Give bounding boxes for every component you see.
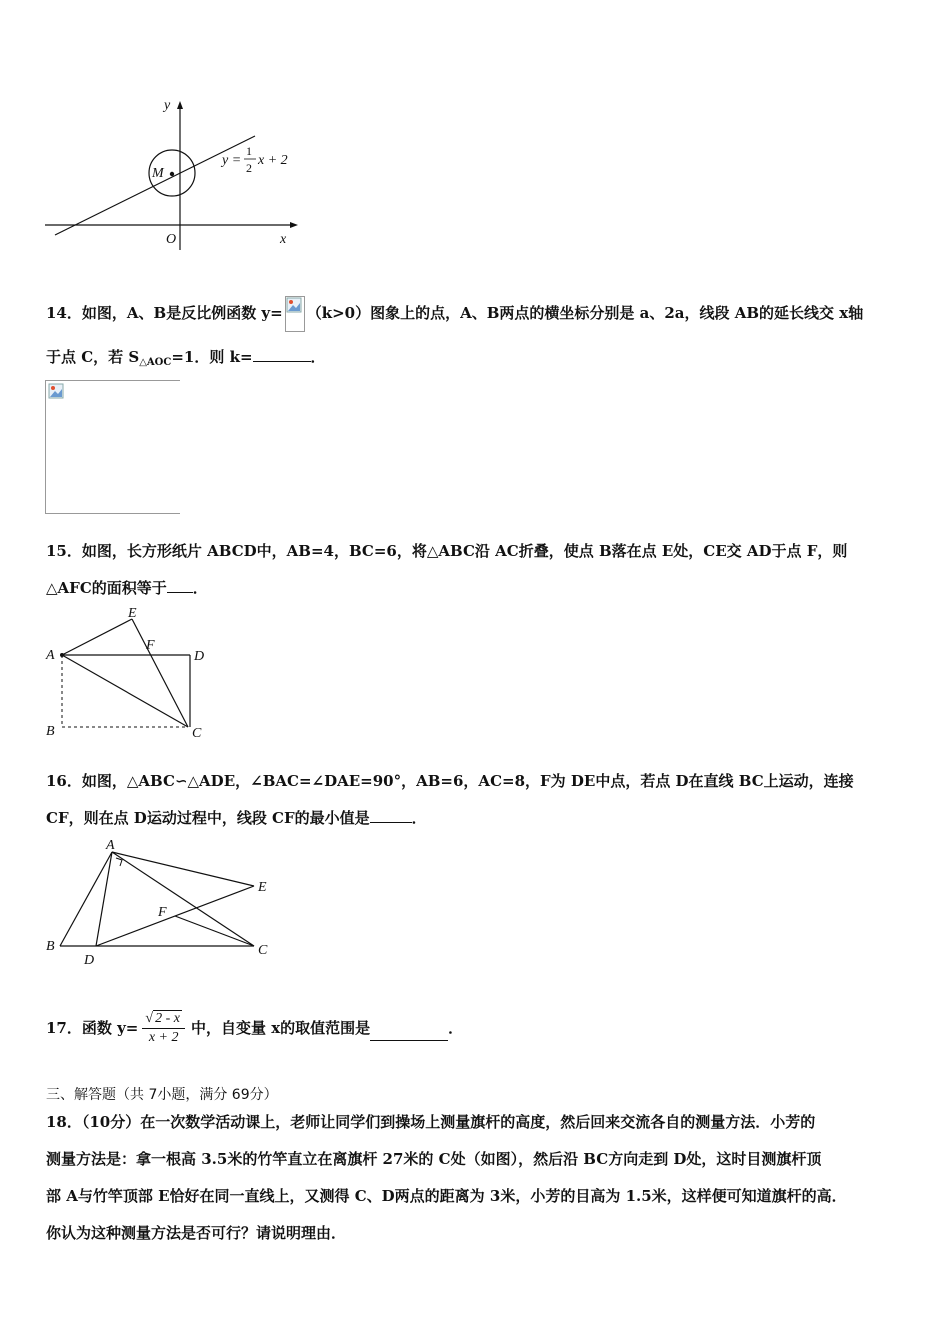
line-eq-prefix: y = — [222, 153, 242, 168]
q17-numerator — [142, 1010, 185, 1029]
q14-line1 — [46, 296, 863, 332]
y-axis-label: y — [164, 98, 171, 113]
q17-numerator-text: 2 - x — [155, 1010, 180, 1026]
label-c: C — [258, 943, 268, 958]
q18-line3: 部 A与竹竿顶部 E恰好在同一直线上，又测得 C、D两点的距离为 3米，小芳的目高为 1.5米，这样便可知道旗杆的高． — [46, 1187, 847, 1205]
label-a: A — [106, 838, 115, 853]
line-eq-num: 1 — [246, 144, 252, 158]
q14-line2-c: ． — [310, 348, 326, 366]
q15-answer-blank[interactable] — [167, 578, 193, 593]
q14-line2 — [46, 347, 326, 373]
q18-line1: 18．（10分）在一次数学活动课上，老师让同学们到操场上测量旗杆的高度，然后回来交流各自的测量方法．小芳的 — [46, 1113, 816, 1131]
x-axis-label: x — [280, 232, 287, 247]
q14-line2-sub: △AOC — [139, 357, 172, 368]
q16-figure — [40, 836, 280, 971]
q14-line2-b: =1．则 k= — [171, 348, 253, 366]
broken-image-icon — [48, 383, 64, 399]
q17-prefix: 17．函数 y= — [46, 1019, 139, 1037]
label-b: B — [46, 939, 55, 954]
x-axis-arrow — [290, 222, 298, 228]
q15-line2-b: ． — [192, 579, 208, 597]
label-d: D — [194, 649, 205, 664]
q17-suffix: 中，自变量 x的取值范围是 — [190, 1019, 371, 1037]
q17-end: ． — [448, 1019, 464, 1037]
y-axis-arrow — [177, 101, 183, 109]
label-f: F — [146, 638, 155, 653]
label-c: C — [192, 726, 202, 741]
right-angle-mark — [116, 858, 122, 866]
q16-answer-blank[interactable] — [370, 808, 412, 823]
label-f: F — [158, 905, 167, 920]
label-e: E — [128, 606, 137, 621]
point-a — [60, 653, 64, 657]
line-eq-den: 2 — [246, 161, 252, 175]
origin-label: O — [166, 232, 177, 247]
graph-line — [55, 136, 255, 235]
q14-line1-b: （k>0）图象上的点，A、B两点的横坐标分别是 a、2a，线段 AB的延长线交 x轴 — [306, 304, 864, 322]
sqrt-icon: √ — [145, 1010, 154, 1026]
q15-line2 — [46, 578, 208, 598]
section3-title: 三、解答题（共 7小题，满分 69分） — [46, 1087, 278, 1103]
q14-figure-placeholder — [45, 380, 180, 514]
q16-line2-b: ． — [411, 809, 427, 827]
broken-image-icon — [286, 297, 302, 313]
q14-line2-a: 于点 C，若 S — [46, 348, 140, 366]
q17-answer-blank[interactable] — [370, 1026, 448, 1041]
q15-figure — [40, 605, 225, 740]
label-b: B — [46, 724, 55, 739]
point-m-label: M — [152, 166, 164, 181]
segment-ae — [62, 619, 132, 655]
q15-line2-a: △AFC的面积等于 — [46, 579, 167, 597]
point-m — [170, 172, 174, 176]
q14-broken-formula — [285, 296, 305, 332]
q14-answer-blank[interactable] — [253, 347, 311, 362]
q18-line4: 你认为这种测量方法是否可行？请说明理由． — [46, 1224, 347, 1242]
q18-line2: 测量方法是：拿一根高 3.5米的竹竿直立在离旗杆 27米的 C处（如图），然后沿 BC方向走到 D处，这时目测旗杆顶 — [46, 1150, 822, 1168]
q16-line1: 16．如图，△ABC∽△ADE，∠BAC=∠DAE=90°，AB=6，AC=8，F为 DE中点，若点 D在直线 BC上运动，连接 — [46, 772, 854, 790]
q17-line — [46, 1003, 463, 1053]
line-eq-suffix: x + 2 — [258, 153, 288, 168]
segment-ae — [112, 852, 254, 886]
q17-fraction — [142, 1010, 185, 1047]
q16-line2-a: CF，则在点 D运动过程中，线段 CF的最小值是 — [46, 809, 370, 827]
q17-denominator: x + 2 — [148, 1029, 179, 1045]
q14-line1-a: 14．如图，A、B是反比例函数 y= — [46, 304, 283, 322]
label-e: E — [258, 880, 267, 895]
q13-figure — [40, 95, 305, 255]
q16-line2 — [46, 808, 427, 828]
q15-line1: 15．如图，长方形纸片 ABCD中，AB=4，BC=6，将△ABC沿 AC折叠，使点 B落在点 E处，CE交 AD于点 F，则 — [46, 542, 848, 560]
label-a: A — [46, 648, 55, 663]
label-d: D — [84, 953, 95, 968]
